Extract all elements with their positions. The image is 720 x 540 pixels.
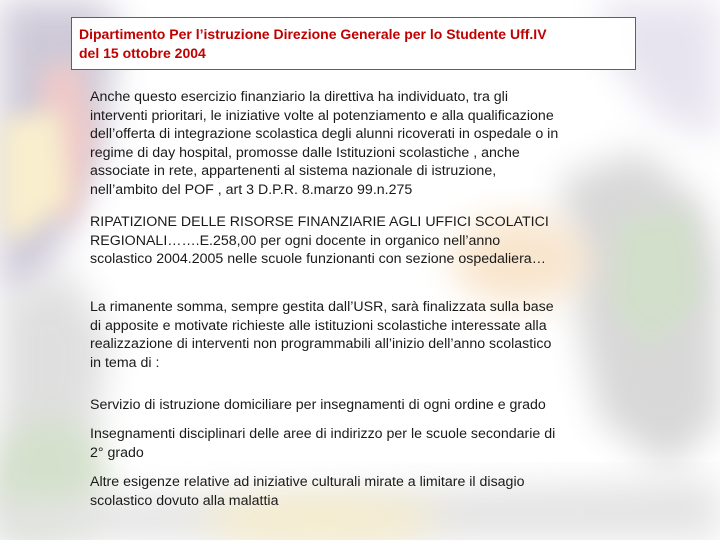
paragraph-line: scolastico dovuto alla malattia [90,492,279,509]
paragraph-line: in tema di : [90,354,160,371]
paragraph-line: scolastico 2004.2005 nelle scuole funzionanti con sezione ospedaliera… [90,251,546,268]
paragraph-line: regime di day hospital, promosse dalle Istituzioni scolastiche , anche [90,144,520,161]
paragraph-line: Anche questo esercizio finanziario la direttiva ha individuato, tra gli [90,89,508,105]
paragraph-line: RIPATIZIONE DELLE RISORSE FINANZIARIE AGLI UFFICI SCOLATICI [90,214,549,230]
paragraph-line: nell’ambito del POF , art 3 D.P.R. 8.marzo 99.n.275 [90,181,413,198]
paragraph-5 [90,425,635,462]
paragraph-line: di apposite e motivate richieste alle istituzioni scolastiche interessate alla [90,317,547,334]
paragraph-line: Altre esigenze relative ad iniziative culturali mirate a limitare il disagio [90,474,525,490]
paragraph-1 [90,88,635,200]
paragraph-4 [90,396,635,415]
paragraph-line: interventi prioritari, le iniziative volte al potenziamento e alla qualificazione [90,107,554,124]
paragraph-line: associate in rete, appartenenti al sistema nazionale di istruzione, [90,163,497,180]
paragraph-line: 2° grado [90,444,144,461]
paragraph-2 [90,213,635,269]
paragraph-line: realizzazione di interventi non programmabili all’inizio dell’anno scolastico [90,336,552,353]
title-line-1: Dipartimento Per l’istruzione Direzione Generale per lo Studente Uff.IV [79,26,547,42]
paragraph-line: Insegnamenti disciplinari delle aree di indirizzo per le scuole secondarie di [90,426,556,442]
title-line-2: del 15 ottobre 2004 [79,45,206,61]
paragraph-line: Servizio di istruzione domiciliare per insegnamenti di ogni ordine e grado [90,397,546,413]
paragraph-3 [90,298,635,372]
paragraph-line: dell’offerta di integrazione scolastica degli alunni ricoverati in ospedale o in [90,126,559,143]
paragraph-line: REGIONALI…….E.258,00 per ogni docente in organico nell’anno [90,232,501,249]
title-box [71,17,636,70]
paragraph-line: La rimanente somma, sempre gestita dall’USR, sarà finalizzata sulla base [90,299,554,315]
paragraph-6 [90,473,635,510]
